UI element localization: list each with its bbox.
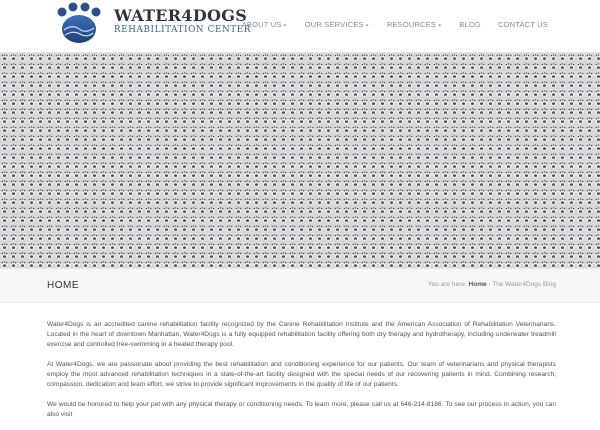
site-header: [0, 0, 600, 52]
site-logo[interactable]: [52, 2, 252, 46]
page-title-bar: [0, 268, 600, 303]
content-paragraph: At Water4Dogs, we are passionate about providing the best rehabilitation and conditioning experience for our patients. Our team of veterinarians and physical therapists employ the most advanced rehabilitation techniques in a state-of-the-art facility designed with the special needs of our recovering patients in mind. Combining research, compassion, dedication and team effort, we strive to provide significant improvements in the quality of life of our patients.: [47, 361, 556, 388]
logo-title: WATER4DOGS: [114, 6, 248, 25]
breadcrumb-separator: ›: [488, 281, 491, 288]
nav-about-us[interactable]: [242, 20, 288, 29]
content-paragraph: We would be honored to help your pet with any physical therapy or conditioning needs. To learn more, please call us at 646-214-8186. To see our process in action, you can also visit: [47, 401, 556, 418]
nav-label: CONTACT US: [497, 20, 548, 29]
nav-label: ABOUT US: [241, 20, 282, 29]
main-nav: [242, 20, 548, 29]
chevron-down-icon: ▼: [282, 23, 288, 29]
breadcrumb-current: The Water4Dogs Blog: [492, 281, 556, 288]
nav-label: OUR SERVICES: [304, 20, 364, 29]
logo-subtitle: REHABILITATION CENTER: [114, 25, 251, 35]
nav-label: RESOURCES: [386, 20, 437, 29]
main-content: [47, 320, 556, 430]
chevron-down-icon: ▼: [437, 23, 443, 29]
paw-logo-icon: [52, 2, 106, 46]
paw-pattern-banner: [0, 52, 600, 269]
chevron-down-icon: ▼: [364, 23, 370, 29]
page-title: HOME: [47, 280, 79, 291]
nav-blog[interactable]: [459, 20, 481, 29]
paw-pattern-icon: [0, 53, 600, 269]
nav-our-services[interactable]: [305, 20, 370, 29]
nav-contact-us[interactable]: [498, 20, 548, 29]
breadcrumb-prefix: You are here:: [427, 281, 467, 288]
nav-resources[interactable]: [387, 20, 442, 29]
breadcrumb-home-link[interactable]: Home: [468, 281, 487, 288]
content-paragraph: Water4Dogs is an accredited canine rehabilitation facility recognized by the Canine Rehabilitation Institute and the American Association of Rehabilitation Veterinarians. Located in the heart of downtown Manhattan, Water4Dogs is a fully equipped rehabilitation facility offering both dry therapy and hydrotherapy, including underwater treadmill exercise and controlled free-swimming in a heated therapy pool.: [47, 321, 556, 348]
breadcrumb: [428, 281, 556, 288]
nav-label: BLOG: [459, 20, 481, 29]
